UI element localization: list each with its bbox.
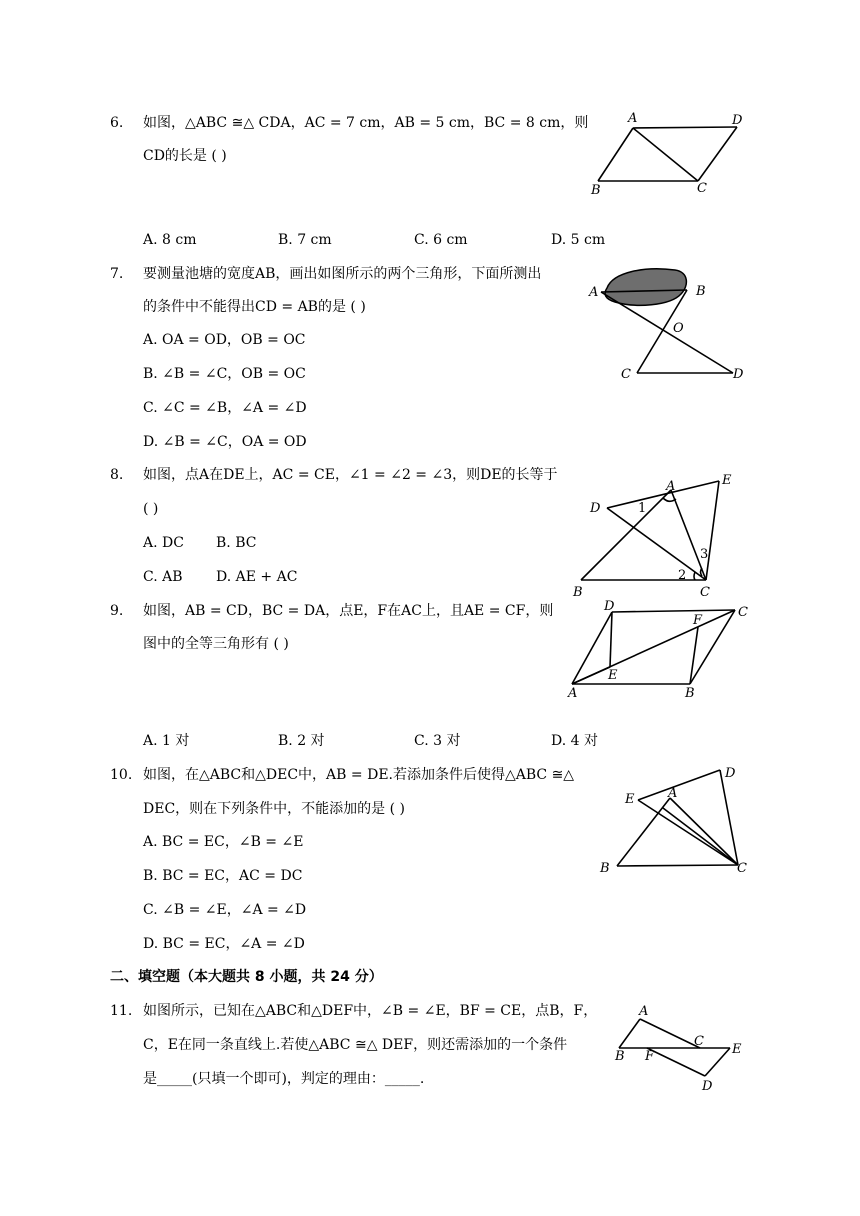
- label-f: F: [645, 1049, 655, 1064]
- label-b: B: [696, 284, 706, 299]
- option-c[interactable]: C. 6 cm: [414, 232, 468, 248]
- option-a[interactable]: A. DC: [143, 535, 184, 551]
- label-a: A: [666, 479, 676, 494]
- question-text-line-1: 如图，AB = CD，BC = DA，点E，F在AC上，且AE = CF，则: [143, 603, 554, 619]
- label-o: O: [673, 321, 684, 336]
- question-text-line-2: 图中的全等三角形有 ( ): [143, 636, 289, 652]
- option-a[interactable]: A. OA = OD，OB = OC: [143, 332, 306, 348]
- question-text-line-1: 如图，△ABC ≅△ CDA，AC = 7 cm，AB = 5 cm，BC = 8 cm，则: [143, 115, 589, 131]
- section-heading: 二、填空题（本大题共 8 小题，共 24 分）: [110, 969, 383, 985]
- label-b: B: [600, 861, 610, 876]
- label-c: C: [694, 1034, 704, 1049]
- question-number: 11.: [110, 1003, 133, 1019]
- question-text-line-2: 的条件中不能得出CD = AB的是 ( ): [143, 299, 366, 315]
- label-d: D: [702, 1079, 713, 1094]
- label-e: E: [722, 473, 732, 488]
- option-b[interactable]: B. BC = EC，AC = DC: [143, 868, 303, 884]
- pond-shape: [605, 269, 686, 305]
- label-c: C: [697, 181, 707, 196]
- label-b: B: [615, 1049, 625, 1064]
- option-a[interactable]: A. BC = EC，∠B = ∠E: [143, 834, 304, 850]
- question-text-line-1: 如图，点A在DE上，AC = CE，∠1 = ∠2 = ∠3，则DE的长等于: [143, 467, 558, 483]
- label-e: E: [625, 792, 635, 807]
- label-e: E: [608, 668, 618, 683]
- figure-lines: [619, 1019, 730, 1076]
- question-number: 6.: [110, 115, 124, 131]
- option-b[interactable]: B. BC: [216, 535, 257, 551]
- label-c: C: [621, 367, 631, 382]
- label-b: B: [573, 585, 583, 600]
- figure-lines: [581, 481, 719, 580]
- figure-lines: [572, 610, 735, 684]
- question-number: 10.: [110, 767, 133, 783]
- label-d: D: [733, 367, 744, 382]
- option-d[interactable]: D. ∠B = ∠C，OA = OD: [143, 434, 307, 450]
- label-a: A: [668, 786, 678, 801]
- option-a[interactable]: A. 1 对: [143, 733, 190, 749]
- label-d: D: [604, 600, 615, 614]
- label-e: E: [732, 1042, 742, 1057]
- option-c[interactable]: C. ∠B = ∠E，∠A = ∠D: [143, 902, 307, 918]
- question-text-line-2: ( ): [143, 501, 159, 517]
- label-a: A: [628, 111, 638, 126]
- question-text-line-2: CD的长是 ( ): [143, 148, 227, 164]
- option-c[interactable]: C. ∠C = ∠B，∠A = ∠D: [143, 400, 307, 416]
- label-f: F: [693, 613, 703, 628]
- figure-q8: [565, 468, 745, 600]
- question-number: 9.: [110, 603, 124, 619]
- label-c: C: [738, 605, 748, 620]
- question-text-line-1: 要测量池塘的宽度AB，画出如图所示的两个三角形，下面所测出: [143, 266, 542, 282]
- figure-lines: [598, 127, 737, 181]
- label-a: A: [639, 1004, 649, 1019]
- question-text-line-2: DEC，则在下列条件中，不能添加的是 ( ): [143, 801, 405, 817]
- figure-q9: [560, 600, 760, 700]
- option-b[interactable]: B. ∠B = ∠C，OB = OC: [143, 366, 306, 382]
- question-number: 7.: [110, 266, 124, 282]
- question-text-line-1: 如图，在△ABC和△DEC中，AB = DE.若添加条件后使得△ABC ≅△: [143, 767, 575, 783]
- label-a: A: [589, 285, 599, 300]
- figure-q10: [595, 760, 755, 880]
- question-text-line-2: C，E在同一条直线上.若使△ABC ≅△ DEF，则还需添加的一个条件: [143, 1037, 568, 1053]
- label-b: B: [685, 686, 695, 700]
- option-d[interactable]: D. 5 cm: [551, 232, 606, 248]
- label-d: D: [725, 766, 736, 781]
- angle-3-label: 3: [700, 547, 709, 562]
- option-d[interactable]: D. AE + AC: [216, 569, 298, 585]
- label-a: A: [568, 686, 578, 700]
- question-number: 8.: [110, 467, 124, 483]
- label-d: D: [590, 501, 601, 516]
- figure-q11: [605, 1000, 755, 1095]
- label-b: B: [591, 183, 601, 198]
- option-c[interactable]: C. 3 对: [414, 733, 461, 749]
- figure-q6: [585, 108, 775, 203]
- angle-2-label: 2: [678, 568, 687, 583]
- option-d[interactable]: D. BC = EC，∠A = ∠D: [143, 936, 305, 952]
- question-text-line-3: 是_____(只填一个即可)，判定的理由：_____.: [143, 1071, 425, 1087]
- question-text-line-1: 如图所示，已知在△ABC和△DEF中，∠B = ∠E，BF = CE，点B，F，: [143, 1003, 598, 1019]
- angle-1-label: 1: [638, 501, 647, 516]
- label-d: D: [732, 113, 743, 128]
- label-c: C: [737, 861, 747, 876]
- figure-q7: [585, 262, 760, 384]
- option-b[interactable]: B. 2 对: [278, 733, 325, 749]
- option-b[interactable]: B. 7 cm: [278, 232, 332, 248]
- option-a[interactable]: A. 8 cm: [143, 232, 197, 248]
- option-d[interactable]: D. 4 对: [551, 733, 598, 749]
- label-c: C: [700, 585, 710, 600]
- option-c[interactable]: C. AB: [143, 569, 183, 585]
- figure-lines: [617, 770, 738, 866]
